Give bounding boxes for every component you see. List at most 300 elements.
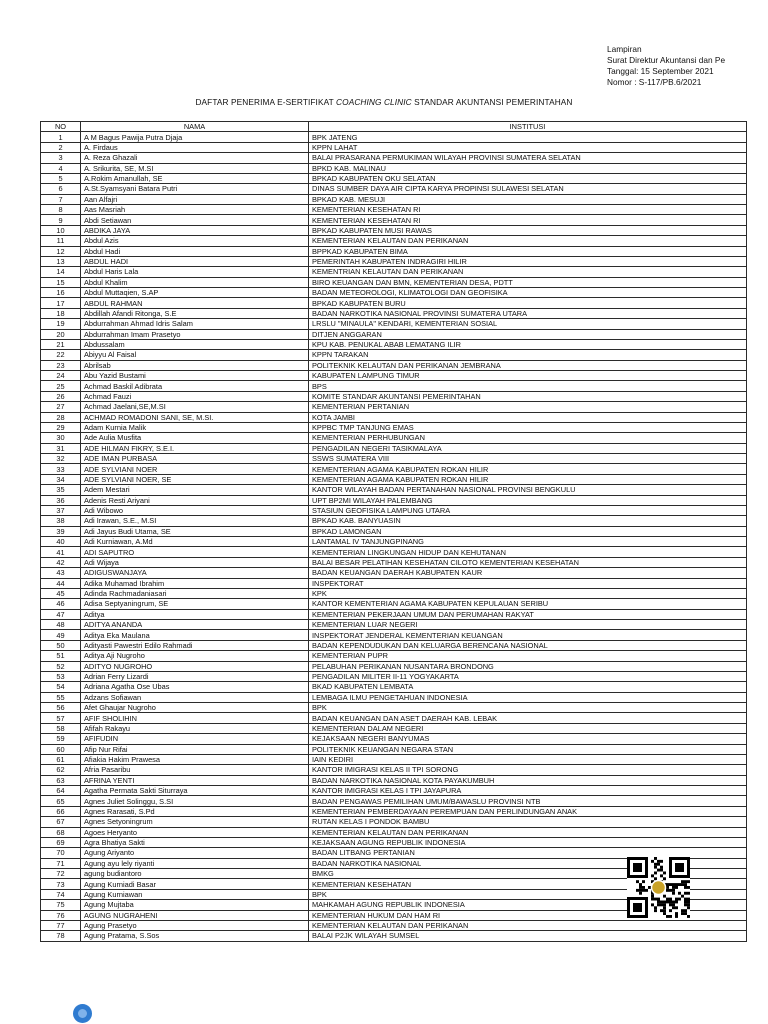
attachment-header (607, 44, 768, 88)
row-number: 63 (41, 775, 81, 785)
row-name: ADITYA ANANDA (81, 620, 309, 630)
row-institution: KANTOR IMIGRASI KELAS II TPI SORONG (309, 765, 747, 775)
row-institution: BMKG (309, 869, 747, 879)
row-institution: POLITEKNIK KELAUTAN DAN PERIKANAN JEMBRANA (309, 360, 747, 370)
table-row (41, 142, 747, 152)
row-institution: BPK (309, 703, 747, 713)
row-institution: BADAN KEUANGAN DAERAH KABUPATEN KAUR (309, 568, 747, 578)
header-line-2: Surat Direktur Akuntansi dan Pe (607, 55, 726, 65)
table-row (41, 236, 747, 246)
column-header-no: NO (41, 122, 81, 132)
row-name: Agnes Rarasati, S.Pd (81, 806, 309, 816)
row-number: 1 (41, 132, 81, 142)
row-number: 48 (41, 620, 81, 630)
row-number: 10 (41, 225, 81, 235)
row-number: 40 (41, 537, 81, 547)
row-number: 76 (41, 910, 81, 920)
row-number: 39 (41, 526, 81, 536)
table-row (41, 796, 747, 806)
row-name: ADI SAPUTRO (81, 547, 309, 557)
row-number: 17 (41, 298, 81, 308)
table-row (41, 215, 747, 225)
table-row (41, 454, 747, 464)
row-name: Agra Bhatiya Sakti (81, 837, 309, 847)
row-institution: BPKAD KAB. BANYUASIN (309, 516, 747, 526)
row-name: ABDUL HADI (81, 256, 309, 266)
row-number: 47 (41, 609, 81, 619)
table-row (41, 651, 747, 661)
row-institution: KEMENTERIAN KELAUTAN DAN PERIKANAN (309, 827, 747, 837)
row-institution: BPKAD LAMONGAN (309, 526, 747, 536)
row-name: Abdul Khalim (81, 277, 309, 287)
row-name: Adinda Rachmadaniasari (81, 588, 309, 598)
row-number: 4 (41, 163, 81, 173)
row-name: ADE SYLVIANI NOER (81, 464, 309, 474)
row-name: Abdillah Afandi Ritonga, S.E (81, 308, 309, 318)
row-institution: SSWS SUMATERA VIII (309, 454, 747, 464)
row-number: 61 (41, 754, 81, 764)
row-name: Achmad Fauzi (81, 391, 309, 401)
row-name: Ade Aulia Musfita (81, 433, 309, 443)
row-number: 52 (41, 661, 81, 671)
table-row (41, 775, 747, 785)
row-number: 19 (41, 319, 81, 329)
table-row (41, 433, 747, 443)
table-row (41, 350, 747, 360)
row-number: 34 (41, 474, 81, 484)
table-row (41, 817, 747, 827)
table-body (41, 132, 747, 941)
table-row (41, 277, 747, 287)
row-number: 41 (41, 547, 81, 557)
row-institution: BADAN KEUANGAN DAN ASET DAERAH KAB. LEBAK (309, 713, 747, 723)
table-row (41, 391, 747, 401)
row-name: Adam Kurnia Malik (81, 422, 309, 432)
table-header-row (41, 122, 747, 132)
row-number: 35 (41, 485, 81, 495)
row-name: Achmad Baskil Adibrata (81, 381, 309, 391)
table-row (41, 288, 747, 298)
row-institution: UPT BP2MI WILAYAH PALEMBANG (309, 495, 747, 505)
table-row (41, 661, 747, 671)
row-name: Agatha Permata Sakti Siturraya (81, 786, 309, 796)
row-number: 43 (41, 568, 81, 578)
row-number: 22 (41, 350, 81, 360)
title-suffix: STANDAR AKUNTANSI PEMERINTAHAN (411, 97, 573, 107)
table-row (41, 640, 747, 650)
row-institution: BPKAD KAB. MESUJI (309, 194, 747, 204)
row-number: 3 (41, 153, 81, 163)
row-number: 30 (41, 433, 81, 443)
row-institution: KEMENTERIAN PERTANIAN (309, 402, 747, 412)
table-row (41, 786, 747, 796)
row-institution: LANTAMAL IV TANJUNGPINANG (309, 537, 747, 547)
row-number: 25 (41, 381, 81, 391)
table-row (41, 205, 747, 215)
row-name: Adi Wibowo (81, 505, 309, 515)
row-institution: INSPEKTORAT JENDERAL KEMENTERIAN KEUANGAN (309, 630, 747, 640)
row-name: ADE IMAN PURBASA (81, 454, 309, 464)
row-institution: BADAN LITBANG PERTANIAN (309, 848, 747, 858)
row-institution: BADAN NARKOTIKA NASIONAL (309, 858, 747, 868)
row-institution: BPKAD KABUPATEN MUSI RAWAS (309, 225, 747, 235)
row-name: Afifah Rakayu (81, 723, 309, 733)
row-institution: DINAS SUMBER DAYA AIR CIPTA KARYA PROPINSI SULAWESI SELATAN (309, 184, 747, 194)
row-number: 2 (41, 142, 81, 152)
row-name: AFIF SHOLIHIN (81, 713, 309, 723)
row-number: 77 (41, 920, 81, 930)
row-institution: BADAN KEPENDUDUKAN DAN KELUARGA BERENCANA NASIONAL (309, 640, 747, 650)
row-name: Aan Alfajri (81, 194, 309, 204)
row-name: Agung Mujtaba (81, 900, 309, 910)
row-institution: KANTOR WILAYAH BADAN PERTANAHAN NASIONAL PROVINSI BENGKULU (309, 485, 747, 495)
row-number: 53 (41, 671, 81, 681)
row-institution: KPPN LAHAT (309, 142, 747, 152)
row-institution: PELABUHAN PERIKANAN NUSANTARA BRONDONG (309, 661, 747, 671)
table-row (41, 703, 747, 713)
row-number: 56 (41, 703, 81, 713)
row-name: Afip Nur Rifai (81, 744, 309, 754)
row-institution: KEMENTERIAN DALAM NEGERI (309, 723, 747, 733)
document-title (0, 97, 768, 107)
row-institution: BPKAD KABUPATEN BURU (309, 298, 747, 308)
row-name: agung budiantoro (81, 869, 309, 879)
table-row (41, 256, 747, 266)
row-name: Aditya Eka Maulana (81, 630, 309, 640)
table-row (41, 485, 747, 495)
row-name: Adzans Sofiawan (81, 692, 309, 702)
row-name: Abdurrahman Imam Prasetyo (81, 329, 309, 339)
row-number: 21 (41, 339, 81, 349)
table-row (41, 163, 747, 173)
row-name: Agung Ariyanto (81, 848, 309, 858)
row-name: Agnes Juliet Solinggu, S.SI (81, 796, 309, 806)
row-institution: BIRO KEUANGAN DAN BMN, KEMENTERIAN DESA, PDTT (309, 277, 747, 287)
table-row (41, 194, 747, 204)
table-row (41, 630, 747, 640)
row-institution: BPK (309, 889, 747, 899)
row-number: 49 (41, 630, 81, 640)
row-name: Abdul Muttaqien, S.AP (81, 288, 309, 298)
table-row (41, 443, 747, 453)
header-line-4: Nomor : S-117/PB.6/2021 (607, 77, 702, 87)
row-institution: KOMITE STANDAR AKUNTANSI PEMERINTAHAN (309, 391, 747, 401)
row-name: Agnes Setyoningrum (81, 817, 309, 827)
row-institution: KPPBC TMP TANJUNG EMAS (309, 422, 747, 432)
row-number: 29 (41, 422, 81, 432)
row-name: AFIFUDIN (81, 734, 309, 744)
row-name: Adityasti Pawestri Edilo Rahmadi (81, 640, 309, 650)
row-name: Aditya Aji Nugroho (81, 651, 309, 661)
row-institution: KEJAKSAAN NEGERI BANYUMAS (309, 734, 747, 744)
row-name: A.St.Syamsyani Batara Putri (81, 184, 309, 194)
recipient-table (40, 121, 747, 942)
table-row (41, 765, 747, 775)
table-row (41, 381, 747, 391)
row-number: 59 (41, 734, 81, 744)
row-institution: BADAN NARKOTIKA NASIONAL PROVINSI SUMATERA UTARA (309, 308, 747, 318)
row-institution: KANTOR KEMENTERIAN AGAMA KABUPATEN KEPULAUAN SERIBU (309, 599, 747, 609)
row-number: 70 (41, 848, 81, 858)
row-number: 46 (41, 599, 81, 609)
header-line-3: Tanggal: 15 September 2021 (607, 66, 714, 76)
row-name: A. Firdaus (81, 142, 309, 152)
row-name: Adi Kurniawan, A.Md (81, 537, 309, 547)
table-row (41, 609, 747, 619)
row-number: 78 (41, 931, 81, 941)
title-italic: COACHING CLINIC (336, 97, 412, 107)
row-institution: KEMENTERIAN KESEHATAN RI (309, 205, 747, 215)
row-institution: KEMENTERIAN AGAMA KABUPATEN ROKAN HILIR (309, 474, 747, 484)
table-row (41, 734, 747, 744)
table-row (41, 588, 747, 598)
row-name: Agung Kurniawan (81, 889, 309, 899)
row-number: 11 (41, 236, 81, 246)
row-number: 5 (41, 173, 81, 183)
row-name: Aas Masriah (81, 205, 309, 215)
table-row (41, 225, 747, 235)
watermark-stamp-icon (73, 1004, 92, 1023)
qr-code-icon (627, 857, 690, 918)
row-name: ACHMAD ROMADONI SANI, SE, M.SI. (81, 412, 309, 422)
row-number: 36 (41, 495, 81, 505)
row-name: A. Reza Ghazali (81, 153, 309, 163)
row-number: 8 (41, 205, 81, 215)
row-number: 42 (41, 557, 81, 567)
table-row (41, 557, 747, 567)
row-institution: BPKAD KABUPATEN OKU SELATAN (309, 173, 747, 183)
row-number: 7 (41, 194, 81, 204)
row-name: Aditya (81, 609, 309, 619)
row-name: Abdul Haris Lala (81, 267, 309, 277)
table-row (41, 246, 747, 256)
table-row (41, 920, 747, 930)
row-institution: KPU KAB. PENUKAL ABAB LEMATANG ILIR (309, 339, 747, 349)
row-institution: BADAN PENGAWAS PEMILIHAN UMUM/BAWASLU PROVINSI NTB (309, 796, 747, 806)
row-institution: PENGADILAN MILITER II-11 YOGYAKARTA (309, 671, 747, 681)
row-institution: KEMENTERIAN KESEHATAN (309, 879, 747, 889)
table-row (41, 723, 747, 733)
row-name: ADE HILMAN FIKRY, S.E.I. (81, 443, 309, 453)
row-number: 16 (41, 288, 81, 298)
row-institution: BADAN NARKOTIKA NASIONAL KOTA PAYAKUMBUH (309, 775, 747, 785)
row-name: AFRINA YENTI (81, 775, 309, 785)
row-name: Adrian Ferry Lizardi (81, 671, 309, 681)
row-institution: KEMENTRIAN KELAUTAN DAN PERIKANAN (309, 267, 747, 277)
table-row (41, 132, 747, 142)
row-institution: KEMENTERIAN PERHUBUNGAN (309, 433, 747, 443)
row-name: Afiakia Hakim Prawesa (81, 754, 309, 764)
row-name: Abdurrahman Ahmad Idris Salam (81, 319, 309, 329)
row-institution: BPS (309, 381, 747, 391)
row-number: 60 (41, 744, 81, 754)
row-institution: BALAI P2JK WILAYAH SUMSEL (309, 931, 747, 941)
row-institution: KABUPATEN LAMPUNG TIMUR (309, 371, 747, 381)
row-institution: POLITEKNIK KEUANGAN NEGARA STAN (309, 744, 747, 754)
table-row (41, 620, 747, 630)
row-name: Agoes Heryanto (81, 827, 309, 837)
table-row (41, 371, 747, 381)
row-number: 67 (41, 817, 81, 827)
table-row (41, 412, 747, 422)
row-institution: KEMENTERIAN AGAMA KABUPATEN ROKAN HILIR (309, 464, 747, 474)
row-institution: KEMENTERIAN PUPR (309, 651, 747, 661)
row-number: 54 (41, 682, 81, 692)
row-name: ADIGUSWANJAYA (81, 568, 309, 578)
table-row (41, 360, 747, 370)
title-prefix: DAFTAR PENERIMA E-SERTIFIKAT (195, 97, 337, 107)
row-number: 20 (41, 329, 81, 339)
row-name: Adriana Agatha Ose Ubas (81, 682, 309, 692)
row-name: ABDUL RAHMAN (81, 298, 309, 308)
row-institution: BADAN METEOROLOGI, KLIMATOLOGI DAN GEOFISIKA (309, 288, 747, 298)
row-name: ADE SYLVIANI NOER, SE (81, 474, 309, 484)
row-institution: KEMENTERIAN PEMBERDAYAAN PEREMPUAN DAN PERLINDUNGAN ANAK (309, 806, 747, 816)
table-row (41, 537, 747, 547)
table-row (41, 308, 747, 318)
row-name: Agung ayu lely riyanti (81, 858, 309, 868)
row-number: 62 (41, 765, 81, 775)
row-name: Afet Ghaujar Nugroho (81, 703, 309, 713)
row-number: 74 (41, 889, 81, 899)
row-number: 13 (41, 256, 81, 266)
table-row (41, 568, 747, 578)
table-row (41, 692, 747, 702)
table-row (41, 505, 747, 515)
row-institution: BALAI PRASARANA PERMUKIMAN WILAYAH PROVINSI SUMATERA SELATAN (309, 153, 747, 163)
row-number: 37 (41, 505, 81, 515)
row-number: 71 (41, 858, 81, 868)
row-name: Agung Kurniadi Basar (81, 879, 309, 889)
table-row (41, 599, 747, 609)
table-row (41, 319, 747, 329)
table-row (41, 837, 747, 847)
row-name: Agung Pratama, S.Sos (81, 931, 309, 941)
table-row (41, 682, 747, 692)
row-name: ABDIKA JAYA (81, 225, 309, 235)
row-number: 27 (41, 402, 81, 412)
row-institution: LEMBAGA ILMU PENGETAHUAN INDONESIA (309, 692, 747, 702)
row-number: 44 (41, 578, 81, 588)
row-number: 69 (41, 837, 81, 847)
row-institution: BPPKAD KABUPATEN BIMA (309, 246, 747, 256)
row-name: Abdussalam (81, 339, 309, 349)
row-name: A. Srikurita, SE, M.SI (81, 163, 309, 173)
row-institution: KEMENTERIAN LUAR NEGERI (309, 620, 747, 630)
table-row (41, 547, 747, 557)
row-institution: KEMENTERIAN KELAUTAN DAN PERIKANAN (309, 920, 747, 930)
row-number: 23 (41, 360, 81, 370)
table-row (41, 402, 747, 412)
row-institution: MAHKAMAH AGUNG REPUBLIK INDONESIA (309, 900, 747, 910)
row-name: Adi Wijaya (81, 557, 309, 567)
row-name: Adi Jayus Budi Utama, SE (81, 526, 309, 536)
table-row (41, 153, 747, 163)
row-name: Abrilsab (81, 360, 309, 370)
table-row (41, 474, 747, 484)
table-row (41, 827, 747, 837)
table-row (41, 339, 747, 349)
table-row (41, 526, 747, 536)
row-institution: KEMENTERIAN PEKERJAAN UMUM DAN PERUMAHAN RAKYAT (309, 609, 747, 619)
row-number: 28 (41, 412, 81, 422)
row-number: 18 (41, 308, 81, 318)
row-name: A M Bagus Pawija Putra Djaja (81, 132, 309, 142)
row-number: 64 (41, 786, 81, 796)
table-row (41, 495, 747, 505)
row-name: Abu Yazid Bustami (81, 371, 309, 381)
row-number: 45 (41, 588, 81, 598)
row-number: 31 (41, 443, 81, 453)
row-name: A.Rokim Amanullah, SE (81, 173, 309, 183)
row-institution: KANTOR IMIGRASI KELAS I TPI JAYAPURA (309, 786, 747, 796)
row-institution: KPPN TARAKAN (309, 350, 747, 360)
row-number: 33 (41, 464, 81, 474)
row-number: 57 (41, 713, 81, 723)
table-row (41, 578, 747, 588)
row-number: 55 (41, 692, 81, 702)
row-number: 72 (41, 869, 81, 879)
row-number: 12 (41, 246, 81, 256)
row-number: 9 (41, 215, 81, 225)
row-number: 38 (41, 516, 81, 526)
row-name: Abdi Setiawan (81, 215, 309, 225)
table-row (41, 713, 747, 723)
row-number: 24 (41, 371, 81, 381)
row-institution: STASIUN GEOFISIKA LAMPUNG UTARA (309, 505, 747, 515)
row-number: 50 (41, 640, 81, 650)
row-number: 66 (41, 806, 81, 816)
header-line-1: Lampiran (607, 44, 642, 54)
row-name: Abdul Azis (81, 236, 309, 246)
row-institution: RUTAN KELAS I PONDOK BAMBU (309, 817, 747, 827)
row-name: Abiyyu Al Faisal (81, 350, 309, 360)
row-number: 32 (41, 454, 81, 464)
table-row (41, 173, 747, 183)
column-header-institution: INSTITUSI (309, 122, 747, 132)
row-institution: BPK JATENG (309, 132, 747, 142)
row-institution: PEMERINTAH KABUPATEN INDRAGIRI HILIR (309, 256, 747, 266)
table-row (41, 267, 747, 277)
table-row (41, 184, 747, 194)
row-name: Agung Prasetyo (81, 920, 309, 930)
row-institution: KEJAKSAAN AGUNG REPUBLIK INDONESIA (309, 837, 747, 847)
row-name: Abdul Hadi (81, 246, 309, 256)
row-number: 58 (41, 723, 81, 733)
table-row (41, 422, 747, 432)
row-institution: KEMENTERIAN LINGKUNGAN HIDUP DAN KEHUTANAN (309, 547, 747, 557)
row-institution: IAIN KEDIRI (309, 754, 747, 764)
row-institution: DITJEN ANGGARAN (309, 329, 747, 339)
row-name: ADITYO NUGROHO (81, 661, 309, 671)
table-row (41, 931, 747, 941)
row-name: AGUNG NUGRAHENI (81, 910, 309, 920)
table-row (41, 464, 747, 474)
row-institution: BKAD KABUPATEN LEMBATA (309, 682, 747, 692)
table-row (41, 298, 747, 308)
row-name: Adika Muhamad Ibrahim (81, 578, 309, 588)
row-institution: BPKD KAB. MALINAU (309, 163, 747, 173)
row-number: 73 (41, 879, 81, 889)
row-institution: KEMENTERIAN HUKUM DAN HAM RI (309, 910, 747, 920)
row-number: 68 (41, 827, 81, 837)
row-institution: KOTA JAMBI (309, 412, 747, 422)
row-number: 51 (41, 651, 81, 661)
row-number: 15 (41, 277, 81, 287)
table-row (41, 744, 747, 754)
row-institution: KEMENTERIAN KESEHATAN RI (309, 215, 747, 225)
row-institution: INSPEKTORAT (309, 578, 747, 588)
